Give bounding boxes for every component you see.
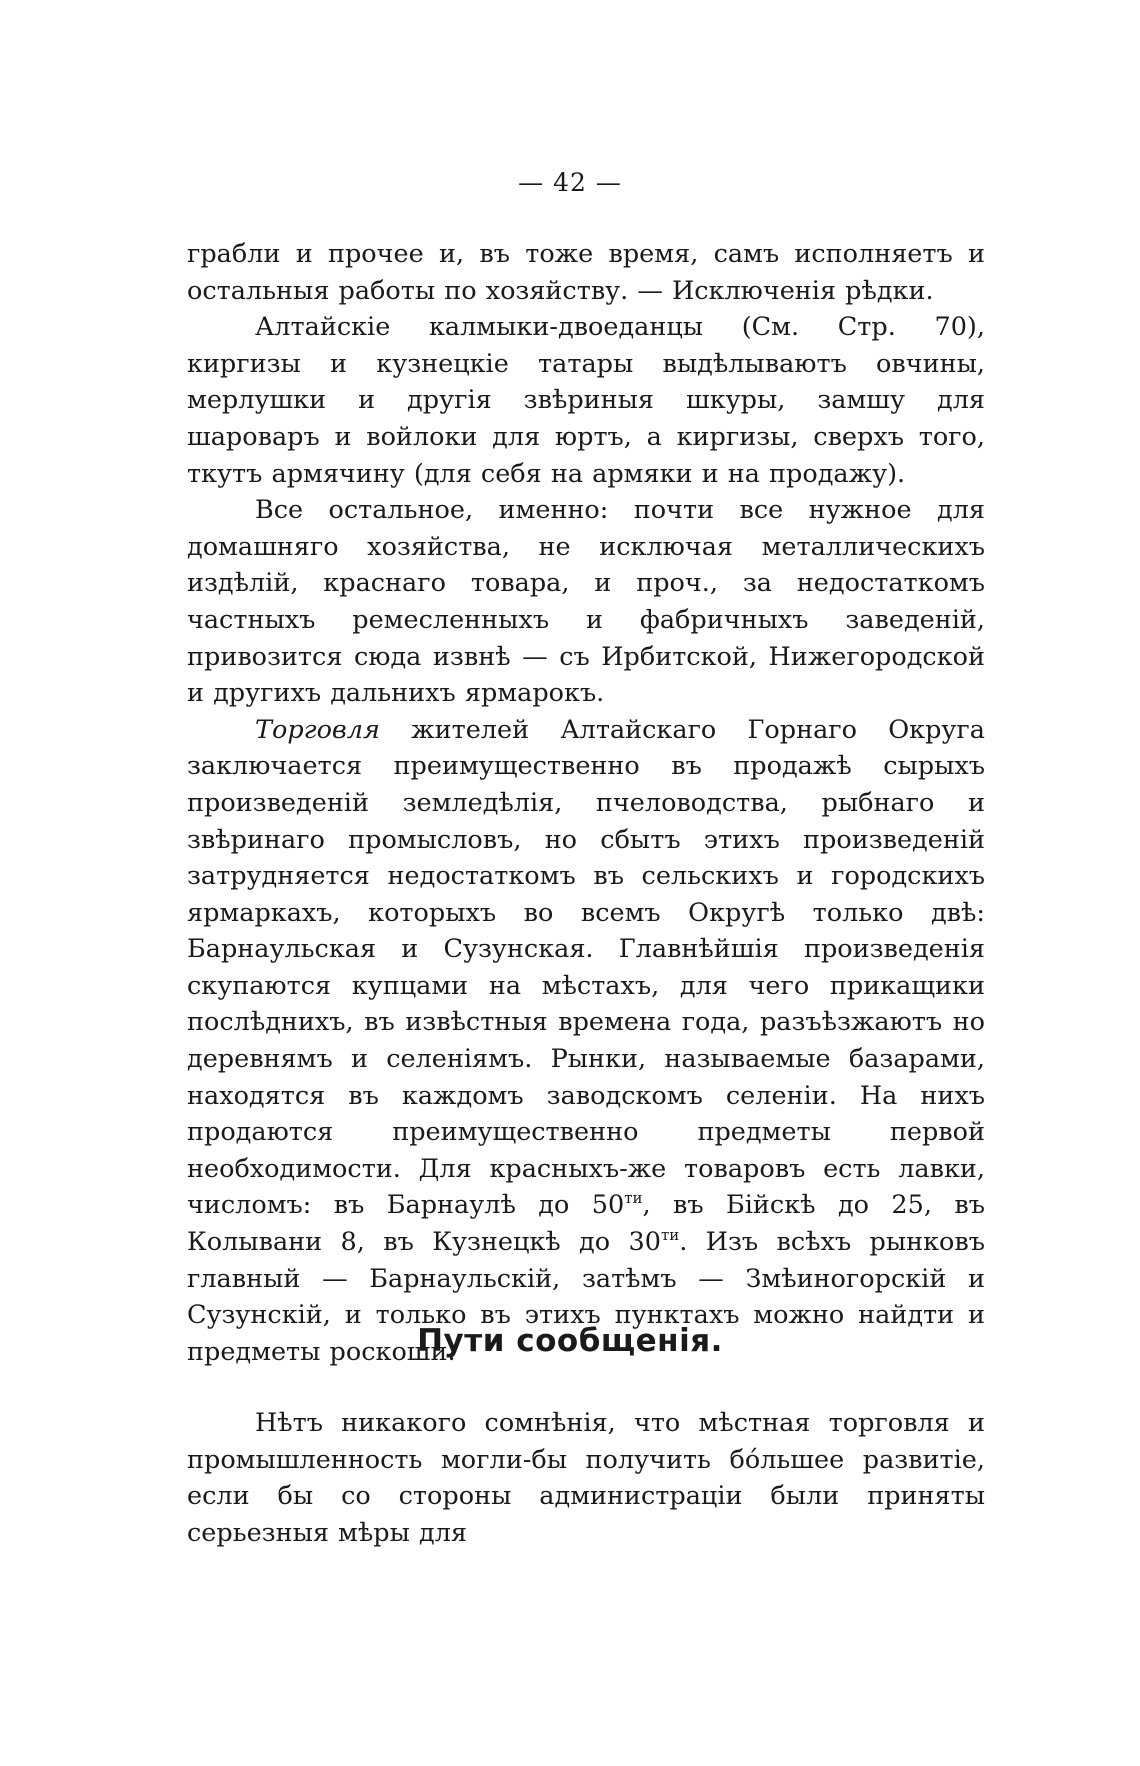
trade-text-part-3: . Изъ всѣхъ рынковъ главный — Барнаульскій, затѣмъ — Змѣиногорскій и Сузунскій, и только въ этихъ пунктахъ можно найдти и предметы роскоши. [187,1227,985,1367]
trade-text-part-2: , въ Бійскѣ до 25, въ Колывани 8, въ Кузнецкѣ до 30 [187,1190,985,1258]
italic-term: Торговля [255,714,380,745]
superscript-ordinal: ти [624,1189,643,1208]
body-text-lower [187,1405,985,1551]
section-heading: Пути сообщенія. [417,1323,723,1359]
paragraph-trade [187,712,985,1371]
paragraph-altai-crafts: Алтайскіе калмыки-двоеданцы (См. Стр. 70), киргизы и кузнецкіе татары выдѣлываютъ овчины, мерлушки и другія звѣриныя шкуры, замшу для шароваръ и войлоки для юртъ, а киргизы, сверхъ того, ткутъ армячину (для себя на армяки и на продажу). [187,312,985,489]
paragraph-continuation: грабли и прочее и, въ тоже время, самъ исполняетъ и остальныя работы по хозяйству. — Исключенія рѣдки. [187,239,985,306]
page-number: — 42 — [518,168,622,197]
paragraph-communications: Нѣтъ никакого сомнѣнія, что мѣстная торговля и промышленность могли-бы получить бо́льшее развитіе, если бы со стороны администраціи были приняты серьезныя мѣры для [187,1408,985,1548]
trade-text-part-1: жителей Алтайскаго Горнаго Округа заключается преимущественно въ продажѣ сырыхъ произведеній земледѣлія, пчеловодства, рыбнаго и звѣринаго промысловъ, но сбытъ этихъ произведеній затрудняется недостаткомъ въ сельскихъ и городскихъ ярмаркахъ, которыхъ во всемъ Округѣ только двѣ: Барнаульская и Сузунская. Главнѣйшія произведенія скупаются купцами на мѣстахъ, для чего прикащики послѣднихъ, въ извѣстныя времена года, разъѣзжаютъ но деревнямъ и селеніямъ. Рынки, называемые базарами, находятся въ каждомъ заводскомъ селеніи. На нихъ продаются преимущественно предметы первой необходимости. Для красныхъ-же товаровъ есть лавки, числомъ: въ Барнаулѣ до 50 [187,714,985,1221]
paragraph-imports: Все остальное, именно: почти все нужное для домашняго хозяйства, не исключая металлическихъ издѣлій, краснаго товара, и проч., за недостаткомъ частныхъ ремесленныхъ и фабричныхъ заведеній, привозится сюда извнѣ — съ Ирбитской, Нижегородской и другихъ дальнихъ ярмарокъ. [187,495,985,709]
superscript-ordinal: ти [660,1226,680,1245]
body-text-upper [187,236,985,1370]
